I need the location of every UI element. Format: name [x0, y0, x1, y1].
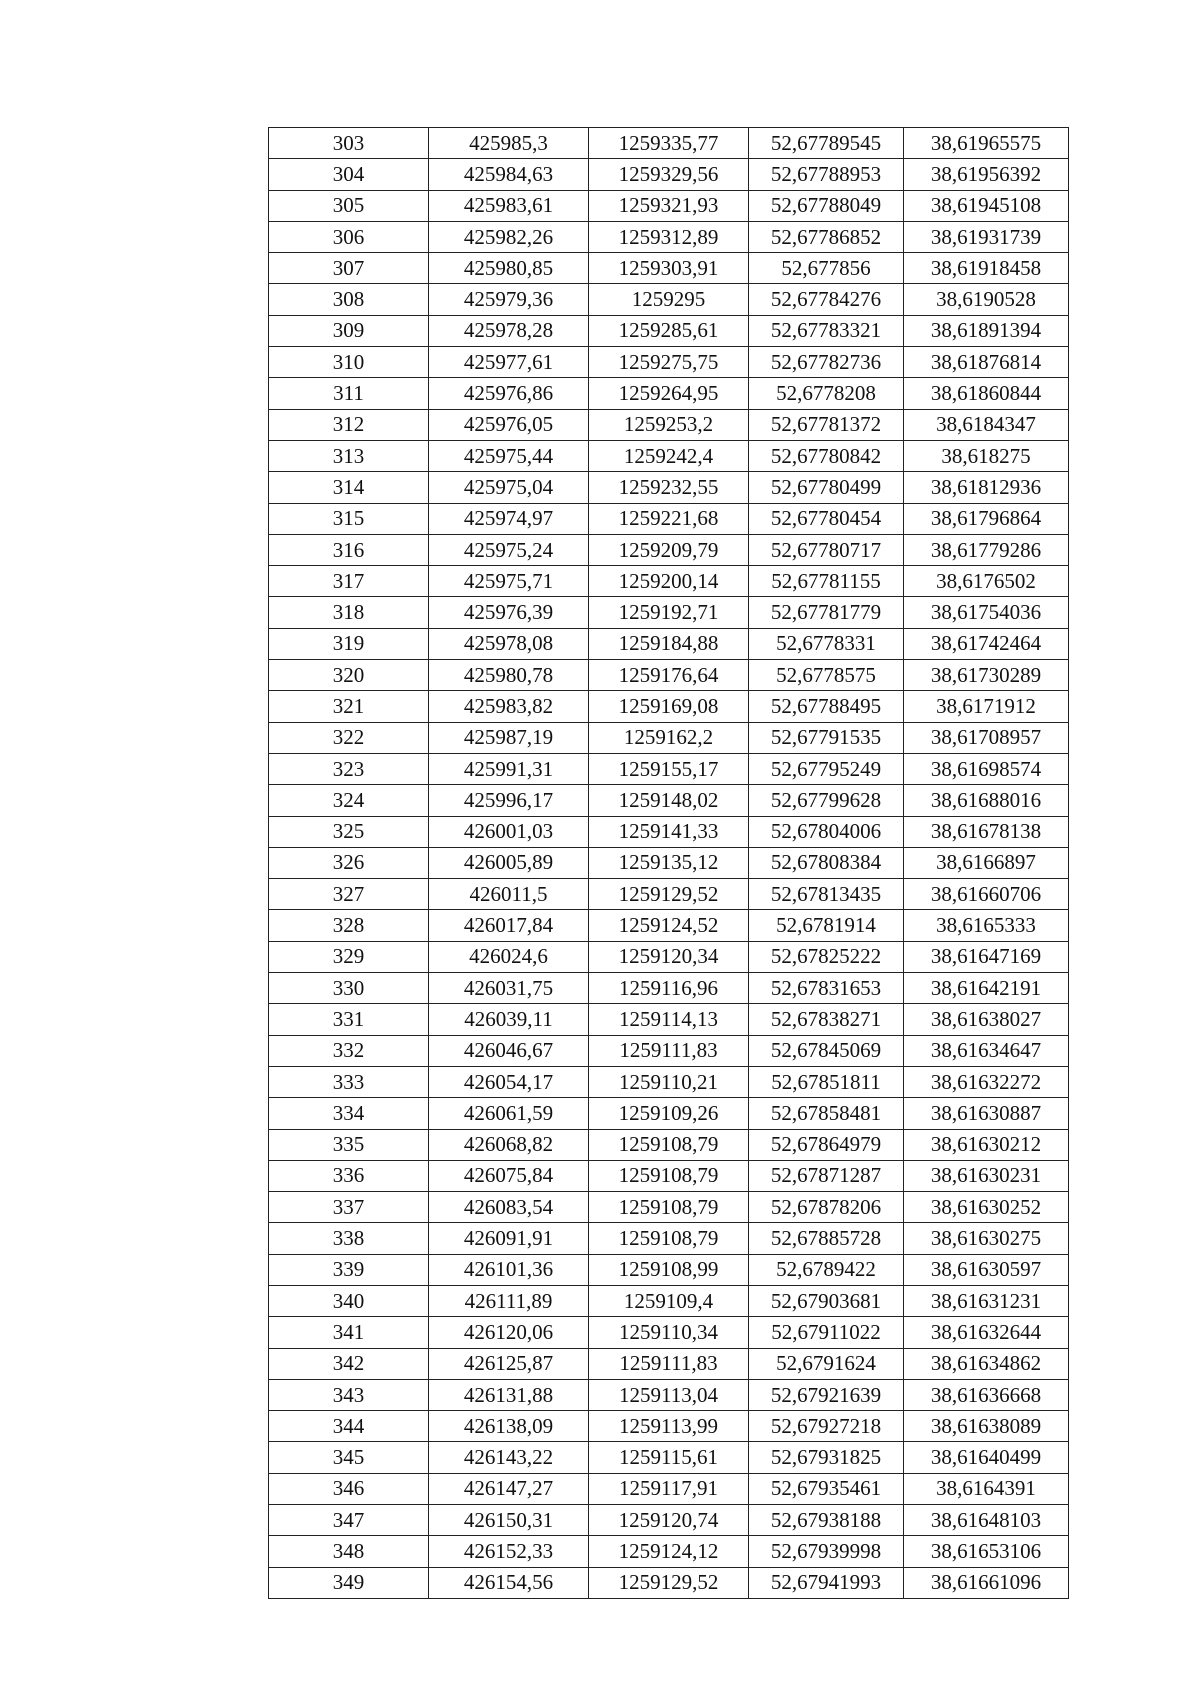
longitude-cell: 38,61653106 [904, 1536, 1069, 1567]
table-row [269, 879, 1069, 910]
x-coordinate-cell: 426147,27 [429, 1473, 589, 1504]
table-row [269, 534, 1069, 565]
latitude-cell: 52,67788049 [749, 190, 904, 221]
x-coordinate-cell: 425976,39 [429, 597, 589, 628]
longitude-cell: 38,6184347 [904, 409, 1069, 440]
x-coordinate-cell: 426138,09 [429, 1411, 589, 1442]
latitude-cell: 52,67911022 [749, 1317, 904, 1348]
point-number-cell: 318 [269, 597, 429, 628]
point-number-cell: 343 [269, 1379, 429, 1410]
point-number-cell: 316 [269, 534, 429, 565]
latitude-cell: 52,67780842 [749, 440, 904, 471]
point-number-cell: 329 [269, 941, 429, 972]
x-coordinate-cell: 425976,05 [429, 409, 589, 440]
y-coordinate-cell: 1259303,91 [589, 253, 749, 284]
table-row [269, 347, 1069, 378]
point-number-cell: 348 [269, 1536, 429, 1567]
longitude-cell: 38,6190528 [904, 284, 1069, 315]
latitude-cell: 52,67851811 [749, 1066, 904, 1097]
table-row [269, 566, 1069, 597]
latitude-cell: 52,6789422 [749, 1254, 904, 1285]
longitude-cell: 38,6176502 [904, 566, 1069, 597]
table-row [269, 816, 1069, 847]
table-row [269, 1004, 1069, 1035]
longitude-cell: 38,61648103 [904, 1505, 1069, 1536]
x-coordinate-cell: 426111,89 [429, 1285, 589, 1316]
table-row [269, 1285, 1069, 1316]
latitude-cell: 52,6778208 [749, 378, 904, 409]
latitude-cell: 52,67781155 [749, 566, 904, 597]
point-number-cell: 330 [269, 973, 429, 1004]
point-number-cell: 322 [269, 722, 429, 753]
latitude-cell: 52,67838271 [749, 1004, 904, 1035]
x-coordinate-cell: 425980,78 [429, 660, 589, 691]
y-coordinate-cell: 1259200,14 [589, 566, 749, 597]
y-coordinate-cell: 1259110,21 [589, 1066, 749, 1097]
table-row [269, 1223, 1069, 1254]
table-row [269, 691, 1069, 722]
x-coordinate-cell: 426024,6 [429, 941, 589, 972]
y-coordinate-cell: 1259111,83 [589, 1348, 749, 1379]
point-number-cell: 342 [269, 1348, 429, 1379]
longitude-cell: 38,61742464 [904, 628, 1069, 659]
y-coordinate-cell: 1259109,26 [589, 1098, 749, 1129]
point-number-cell: 338 [269, 1223, 429, 1254]
table-row [269, 1192, 1069, 1223]
table-row [269, 190, 1069, 221]
y-coordinate-cell: 1259116,96 [589, 973, 749, 1004]
table-row [269, 159, 1069, 190]
point-number-cell: 321 [269, 691, 429, 722]
point-number-cell: 323 [269, 753, 429, 784]
y-coordinate-cell: 1259312,89 [589, 221, 749, 252]
y-coordinate-cell: 1259114,13 [589, 1004, 749, 1035]
longitude-cell: 38,61632272 [904, 1066, 1069, 1097]
point-number-cell: 332 [269, 1035, 429, 1066]
table-row [269, 221, 1069, 252]
longitude-cell: 38,61630275 [904, 1223, 1069, 1254]
x-coordinate-cell: 425974,97 [429, 503, 589, 534]
y-coordinate-cell: 1259253,2 [589, 409, 749, 440]
point-number-cell: 314 [269, 472, 429, 503]
y-coordinate-cell: 1259129,52 [589, 879, 749, 910]
longitude-cell: 38,61956392 [904, 159, 1069, 190]
latitude-cell: 52,6791624 [749, 1348, 904, 1379]
table-row [269, 1379, 1069, 1410]
y-coordinate-cell: 1259109,4 [589, 1285, 749, 1316]
latitude-cell: 52,67941993 [749, 1567, 904, 1598]
y-coordinate-cell: 1259111,83 [589, 1035, 749, 1066]
longitude-cell: 38,61965575 [904, 128, 1069, 159]
point-number-cell: 328 [269, 910, 429, 941]
point-number-cell: 333 [269, 1066, 429, 1097]
latitude-cell: 52,67927218 [749, 1411, 904, 1442]
y-coordinate-cell: 1259295 [589, 284, 749, 315]
table-row [269, 1567, 1069, 1598]
table-row [269, 753, 1069, 784]
point-number-cell: 310 [269, 347, 429, 378]
latitude-cell: 52,67831653 [749, 973, 904, 1004]
longitude-cell: 38,6166897 [904, 847, 1069, 878]
y-coordinate-cell: 1259232,55 [589, 472, 749, 503]
x-coordinate-cell: 426054,17 [429, 1066, 589, 1097]
x-coordinate-cell: 426068,82 [429, 1129, 589, 1160]
table-row [269, 1160, 1069, 1191]
table-row [269, 722, 1069, 753]
x-coordinate-cell: 426125,87 [429, 1348, 589, 1379]
latitude-cell: 52,67783321 [749, 315, 904, 346]
x-coordinate-cell: 426005,89 [429, 847, 589, 878]
point-number-cell: 349 [269, 1567, 429, 1598]
point-number-cell: 346 [269, 1473, 429, 1504]
longitude-cell: 38,61661096 [904, 1567, 1069, 1598]
x-coordinate-cell: 426152,33 [429, 1536, 589, 1567]
point-number-cell: 306 [269, 221, 429, 252]
latitude-cell: 52,67921639 [749, 1379, 904, 1410]
table-row [269, 1505, 1069, 1536]
latitude-cell: 52,67939998 [749, 1536, 904, 1567]
longitude-cell: 38,61647169 [904, 941, 1069, 972]
table-row [269, 1348, 1069, 1379]
y-coordinate-cell: 1259264,95 [589, 378, 749, 409]
longitude-cell: 38,61708957 [904, 722, 1069, 753]
y-coordinate-cell: 1259120,34 [589, 941, 749, 972]
y-coordinate-cell: 1259113,99 [589, 1411, 749, 1442]
longitude-cell: 38,61876814 [904, 347, 1069, 378]
y-coordinate-cell: 1259169,08 [589, 691, 749, 722]
point-number-cell: 334 [269, 1098, 429, 1129]
point-number-cell: 303 [269, 128, 429, 159]
latitude-cell: 52,67780499 [749, 472, 904, 503]
table-row [269, 1473, 1069, 1504]
point-number-cell: 345 [269, 1442, 429, 1473]
longitude-cell: 38,61918458 [904, 253, 1069, 284]
latitude-cell: 52,67931825 [749, 1442, 904, 1473]
x-coordinate-cell: 425983,61 [429, 190, 589, 221]
latitude-cell: 52,67784276 [749, 284, 904, 315]
y-coordinate-cell: 1259108,79 [589, 1192, 749, 1223]
latitude-cell: 52,67791535 [749, 722, 904, 753]
x-coordinate-cell: 425977,61 [429, 347, 589, 378]
table-row [269, 1129, 1069, 1160]
x-coordinate-cell: 425976,86 [429, 378, 589, 409]
x-coordinate-cell: 426017,84 [429, 910, 589, 941]
x-coordinate-cell: 426143,22 [429, 1442, 589, 1473]
latitude-cell: 52,67780717 [749, 534, 904, 565]
latitude-cell: 52,67781372 [749, 409, 904, 440]
y-coordinate-cell: 1259141,33 [589, 816, 749, 847]
table-row [269, 440, 1069, 471]
table-row [269, 315, 1069, 346]
latitude-cell: 52,67935461 [749, 1473, 904, 1504]
y-coordinate-cell: 1259275,75 [589, 347, 749, 378]
point-number-cell: 317 [269, 566, 429, 597]
table-row [269, 503, 1069, 534]
longitude-cell: 38,61642191 [904, 973, 1069, 1004]
point-number-cell: 327 [269, 879, 429, 910]
x-coordinate-cell: 425980,85 [429, 253, 589, 284]
table-row [269, 973, 1069, 1004]
point-number-cell: 320 [269, 660, 429, 691]
latitude-cell: 52,67789545 [749, 128, 904, 159]
y-coordinate-cell: 1259113,04 [589, 1379, 749, 1410]
table-row [269, 941, 1069, 972]
latitude-cell: 52,67825222 [749, 941, 904, 972]
x-coordinate-cell: 425987,19 [429, 722, 589, 753]
y-coordinate-cell: 1259108,79 [589, 1129, 749, 1160]
longitude-cell: 38,61640499 [904, 1442, 1069, 1473]
y-coordinate-cell: 1259148,02 [589, 785, 749, 816]
y-coordinate-cell: 1259162,2 [589, 722, 749, 753]
table-row [269, 785, 1069, 816]
longitude-cell: 38,61631231 [904, 1285, 1069, 1316]
longitude-cell: 38,6165333 [904, 910, 1069, 941]
table-row [269, 1317, 1069, 1348]
longitude-cell: 38,61660706 [904, 879, 1069, 910]
point-number-cell: 340 [269, 1285, 429, 1316]
table-row [269, 378, 1069, 409]
x-coordinate-cell: 426083,54 [429, 1192, 589, 1223]
table-row [269, 910, 1069, 941]
longitude-cell: 38,61634647 [904, 1035, 1069, 1066]
x-coordinate-cell: 426031,75 [429, 973, 589, 1004]
point-number-cell: 307 [269, 253, 429, 284]
x-coordinate-cell: 425975,24 [429, 534, 589, 565]
longitude-cell: 38,61688016 [904, 785, 1069, 816]
table-row [269, 1536, 1069, 1567]
table-row [269, 847, 1069, 878]
y-coordinate-cell: 1259110,34 [589, 1317, 749, 1348]
latitude-cell: 52,67781779 [749, 597, 904, 628]
x-coordinate-cell: 426091,91 [429, 1223, 589, 1254]
longitude-cell: 38,61860844 [904, 378, 1069, 409]
latitude-cell: 52,67845069 [749, 1035, 904, 1066]
longitude-cell: 38,61754036 [904, 597, 1069, 628]
longitude-cell: 38,61630252 [904, 1192, 1069, 1223]
x-coordinate-cell: 425983,82 [429, 691, 589, 722]
x-coordinate-cell: 425984,63 [429, 159, 589, 190]
y-coordinate-cell: 1259129,52 [589, 1567, 749, 1598]
latitude-cell: 52,67871287 [749, 1160, 904, 1191]
latitude-cell: 52,67938188 [749, 1505, 904, 1536]
latitude-cell: 52,67804006 [749, 816, 904, 847]
x-coordinate-cell: 426101,36 [429, 1254, 589, 1285]
x-coordinate-cell: 425996,17 [429, 785, 589, 816]
point-number-cell: 341 [269, 1317, 429, 1348]
x-coordinate-cell: 426039,11 [429, 1004, 589, 1035]
table-row [269, 1066, 1069, 1097]
y-coordinate-cell: 1259192,71 [589, 597, 749, 628]
latitude-cell: 52,6778575 [749, 660, 904, 691]
table-row [269, 253, 1069, 284]
y-coordinate-cell: 1259108,79 [589, 1223, 749, 1254]
point-number-cell: 347 [269, 1505, 429, 1536]
point-number-cell: 315 [269, 503, 429, 534]
table-row [269, 1254, 1069, 1285]
table-row [269, 284, 1069, 315]
y-coordinate-cell: 1259285,61 [589, 315, 749, 346]
longitude-cell: 38,61730289 [904, 660, 1069, 691]
table-row [269, 1442, 1069, 1473]
y-coordinate-cell: 1259135,12 [589, 847, 749, 878]
point-number-cell: 325 [269, 816, 429, 847]
longitude-cell: 38,61945108 [904, 190, 1069, 221]
y-coordinate-cell: 1259335,77 [589, 128, 749, 159]
longitude-cell: 38,6164391 [904, 1473, 1069, 1504]
x-coordinate-cell: 425978,08 [429, 628, 589, 659]
latitude-cell: 52,67864979 [749, 1129, 904, 1160]
point-number-cell: 313 [269, 440, 429, 471]
x-coordinate-cell: 425975,04 [429, 472, 589, 503]
y-coordinate-cell: 1259184,88 [589, 628, 749, 659]
x-coordinate-cell: 425991,31 [429, 753, 589, 784]
x-coordinate-cell: 425975,71 [429, 566, 589, 597]
latitude-cell: 52,67858481 [749, 1098, 904, 1129]
latitude-cell: 52,67782736 [749, 347, 904, 378]
y-coordinate-cell: 1259155,17 [589, 753, 749, 784]
x-coordinate-cell: 425985,3 [429, 128, 589, 159]
point-number-cell: 339 [269, 1254, 429, 1285]
longitude-cell: 38,618275 [904, 440, 1069, 471]
point-number-cell: 336 [269, 1160, 429, 1191]
x-coordinate-cell: 426131,88 [429, 1379, 589, 1410]
latitude-cell: 52,67788953 [749, 159, 904, 190]
latitude-cell: 52,67799628 [749, 785, 904, 816]
y-coordinate-cell: 1259115,61 [589, 1442, 749, 1473]
longitude-cell: 38,61638027 [904, 1004, 1069, 1035]
x-coordinate-cell: 425978,28 [429, 315, 589, 346]
longitude-cell: 38,61636668 [904, 1379, 1069, 1410]
longitude-cell: 38,61891394 [904, 315, 1069, 346]
point-number-cell: 309 [269, 315, 429, 346]
x-coordinate-cell: 426061,59 [429, 1098, 589, 1129]
point-number-cell: 344 [269, 1411, 429, 1442]
x-coordinate-cell: 426075,84 [429, 1160, 589, 1191]
point-number-cell: 324 [269, 785, 429, 816]
latitude-cell: 52,67788495 [749, 691, 904, 722]
latitude-cell: 52,67808384 [749, 847, 904, 878]
longitude-cell: 38,61698574 [904, 753, 1069, 784]
latitude-cell: 52,6781914 [749, 910, 904, 941]
longitude-cell: 38,61630597 [904, 1254, 1069, 1285]
y-coordinate-cell: 1259124,12 [589, 1536, 749, 1567]
latitude-cell: 52,67878206 [749, 1192, 904, 1223]
x-coordinate-cell: 426120,06 [429, 1317, 589, 1348]
latitude-cell: 52,67903681 [749, 1285, 904, 1316]
table-row [269, 1098, 1069, 1129]
longitude-cell: 38,61796864 [904, 503, 1069, 534]
longitude-cell: 38,61630887 [904, 1098, 1069, 1129]
coordinates-table-body [269, 128, 1069, 1599]
x-coordinate-cell: 426154,56 [429, 1567, 589, 1598]
table-row [269, 409, 1069, 440]
table-row [269, 1411, 1069, 1442]
latitude-cell: 52,67795249 [749, 753, 904, 784]
point-number-cell: 305 [269, 190, 429, 221]
table-row [269, 128, 1069, 159]
y-coordinate-cell: 1259108,99 [589, 1254, 749, 1285]
point-number-cell: 308 [269, 284, 429, 315]
longitude-cell: 38,61638089 [904, 1411, 1069, 1442]
longitude-cell: 38,61779286 [904, 534, 1069, 565]
longitude-cell: 38,61630231 [904, 1160, 1069, 1191]
point-number-cell: 311 [269, 378, 429, 409]
x-coordinate-cell: 425975,44 [429, 440, 589, 471]
y-coordinate-cell: 1259120,74 [589, 1505, 749, 1536]
x-coordinate-cell: 425982,26 [429, 221, 589, 252]
latitude-cell: 52,67885728 [749, 1223, 904, 1254]
y-coordinate-cell: 1259329,56 [589, 159, 749, 190]
latitude-cell: 52,67780454 [749, 503, 904, 534]
table-row [269, 597, 1069, 628]
y-coordinate-cell: 1259176,64 [589, 660, 749, 691]
table-row [269, 1035, 1069, 1066]
x-coordinate-cell: 426011,5 [429, 879, 589, 910]
point-number-cell: 331 [269, 1004, 429, 1035]
latitude-cell: 52,6778331 [749, 628, 904, 659]
table-row [269, 472, 1069, 503]
y-coordinate-cell: 1259321,93 [589, 190, 749, 221]
x-coordinate-cell: 426150,31 [429, 1505, 589, 1536]
point-number-cell: 326 [269, 847, 429, 878]
table-row [269, 660, 1069, 691]
longitude-cell: 38,61632644 [904, 1317, 1069, 1348]
x-coordinate-cell: 425979,36 [429, 284, 589, 315]
latitude-cell: 52,67786852 [749, 221, 904, 252]
table-row [269, 628, 1069, 659]
y-coordinate-cell: 1259124,52 [589, 910, 749, 941]
y-coordinate-cell: 1259221,68 [589, 503, 749, 534]
latitude-cell: 52,67813435 [749, 879, 904, 910]
longitude-cell: 38,61634862 [904, 1348, 1069, 1379]
point-number-cell: 319 [269, 628, 429, 659]
point-number-cell: 335 [269, 1129, 429, 1160]
x-coordinate-cell: 426046,67 [429, 1035, 589, 1066]
longitude-cell: 38,61678138 [904, 816, 1069, 847]
longitude-cell: 38,61630212 [904, 1129, 1069, 1160]
point-number-cell: 312 [269, 409, 429, 440]
longitude-cell: 38,6171912 [904, 691, 1069, 722]
x-coordinate-cell: 426001,03 [429, 816, 589, 847]
latitude-cell: 52,677856 [749, 253, 904, 284]
longitude-cell: 38,61931739 [904, 221, 1069, 252]
y-coordinate-cell: 1259209,79 [589, 534, 749, 565]
point-number-cell: 337 [269, 1192, 429, 1223]
point-number-cell: 304 [269, 159, 429, 190]
y-coordinate-cell: 1259242,4 [589, 440, 749, 471]
y-coordinate-cell: 1259108,79 [589, 1160, 749, 1191]
longitude-cell: 38,61812936 [904, 472, 1069, 503]
coordinates-table [268, 127, 1069, 1599]
y-coordinate-cell: 1259117,91 [589, 1473, 749, 1504]
